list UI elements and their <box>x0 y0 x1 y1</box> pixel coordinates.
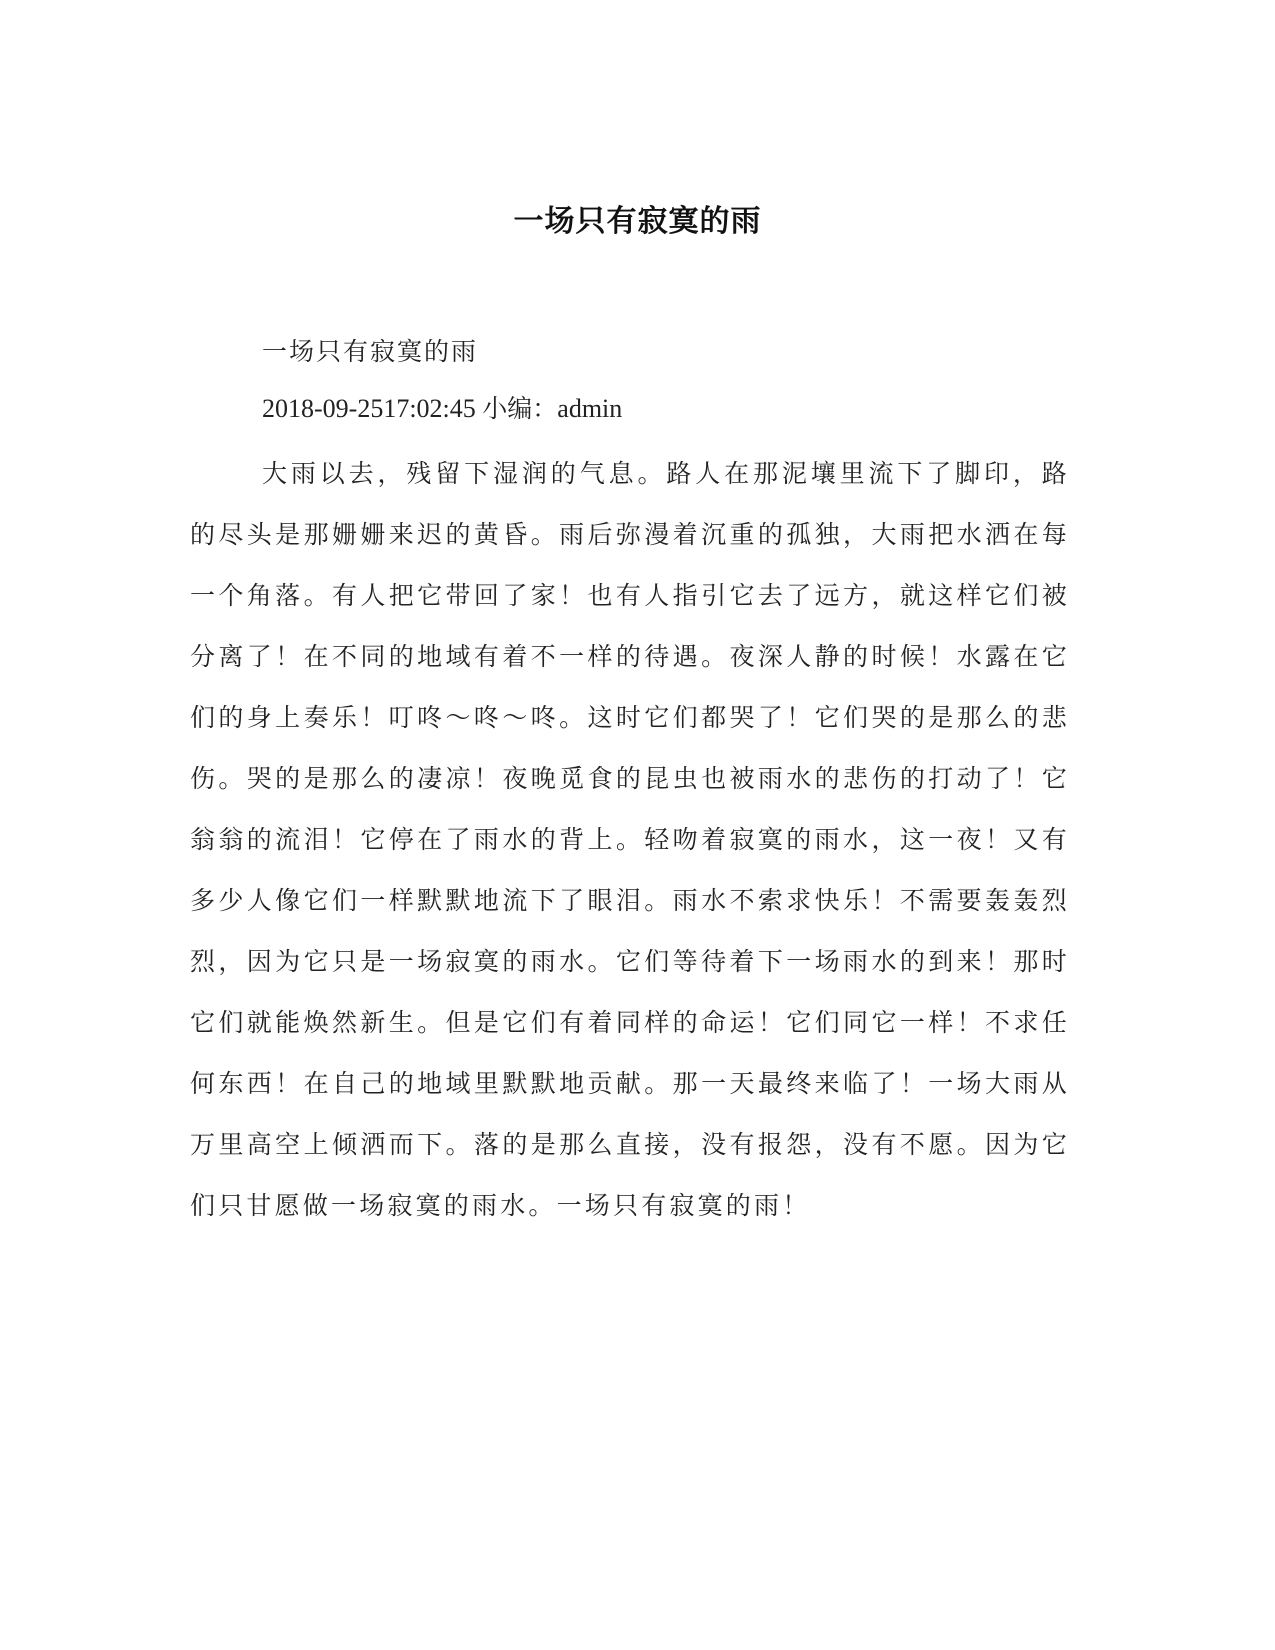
editor-label: 小编： <box>482 394 558 423</box>
article-meta <box>262 389 1070 429</box>
document-content <box>190 325 1070 1236</box>
article-body: 大雨以去，残留下湿润的气息。路人在那泥壤里流下了脚印，路的尽头是那姗姗来迟的黄昏。雨后弥漫着沉重的孤独，大雨把水洒在每一个角落。有人把它带回了家！也有人指引它去了远方，就这样它们被分离了！在不同的地域有着不一样的待遇。夜深人静的时候！水露在它们的身上奏乐！叮咚～咚～咚。这时它们都哭了！它们哭的是那么的悲伤。哭的是那么的凄凉！夜晚觅食的昆虫也被雨水的悲伤的打动了！它翁翁的流泪！它停在了雨水的背上。轻吻着寂寞的雨水，这一夜！又有多少人像它们一样默默地流下了眼泪。雨水不索求快乐！不需要轰轰烈烈，因为它只是一场寂寞的雨水。它们等待着下一场雨水的到来！那时它们就能焕然新生。但是它们有着同样的命运！它们同它一样！不求任何东西！在自己的地域里默默地贡献。那一天最终来临了！一场大雨从万里高空上倾洒而下。落的是那么直接，没有报怨，没有不愿。因为它们只甘愿做一场寂寞的雨水。一场只有寂寞的雨！ <box>190 459 1070 1220</box>
article-datetime: 2018-09-2517:02:45 <box>262 394 476 423</box>
article-subtitle: 一场只有寂寞的雨 <box>262 337 479 366</box>
document-title: 一场只有寂寞的雨 <box>513 204 762 239</box>
editor-name: admin <box>557 394 623 423</box>
